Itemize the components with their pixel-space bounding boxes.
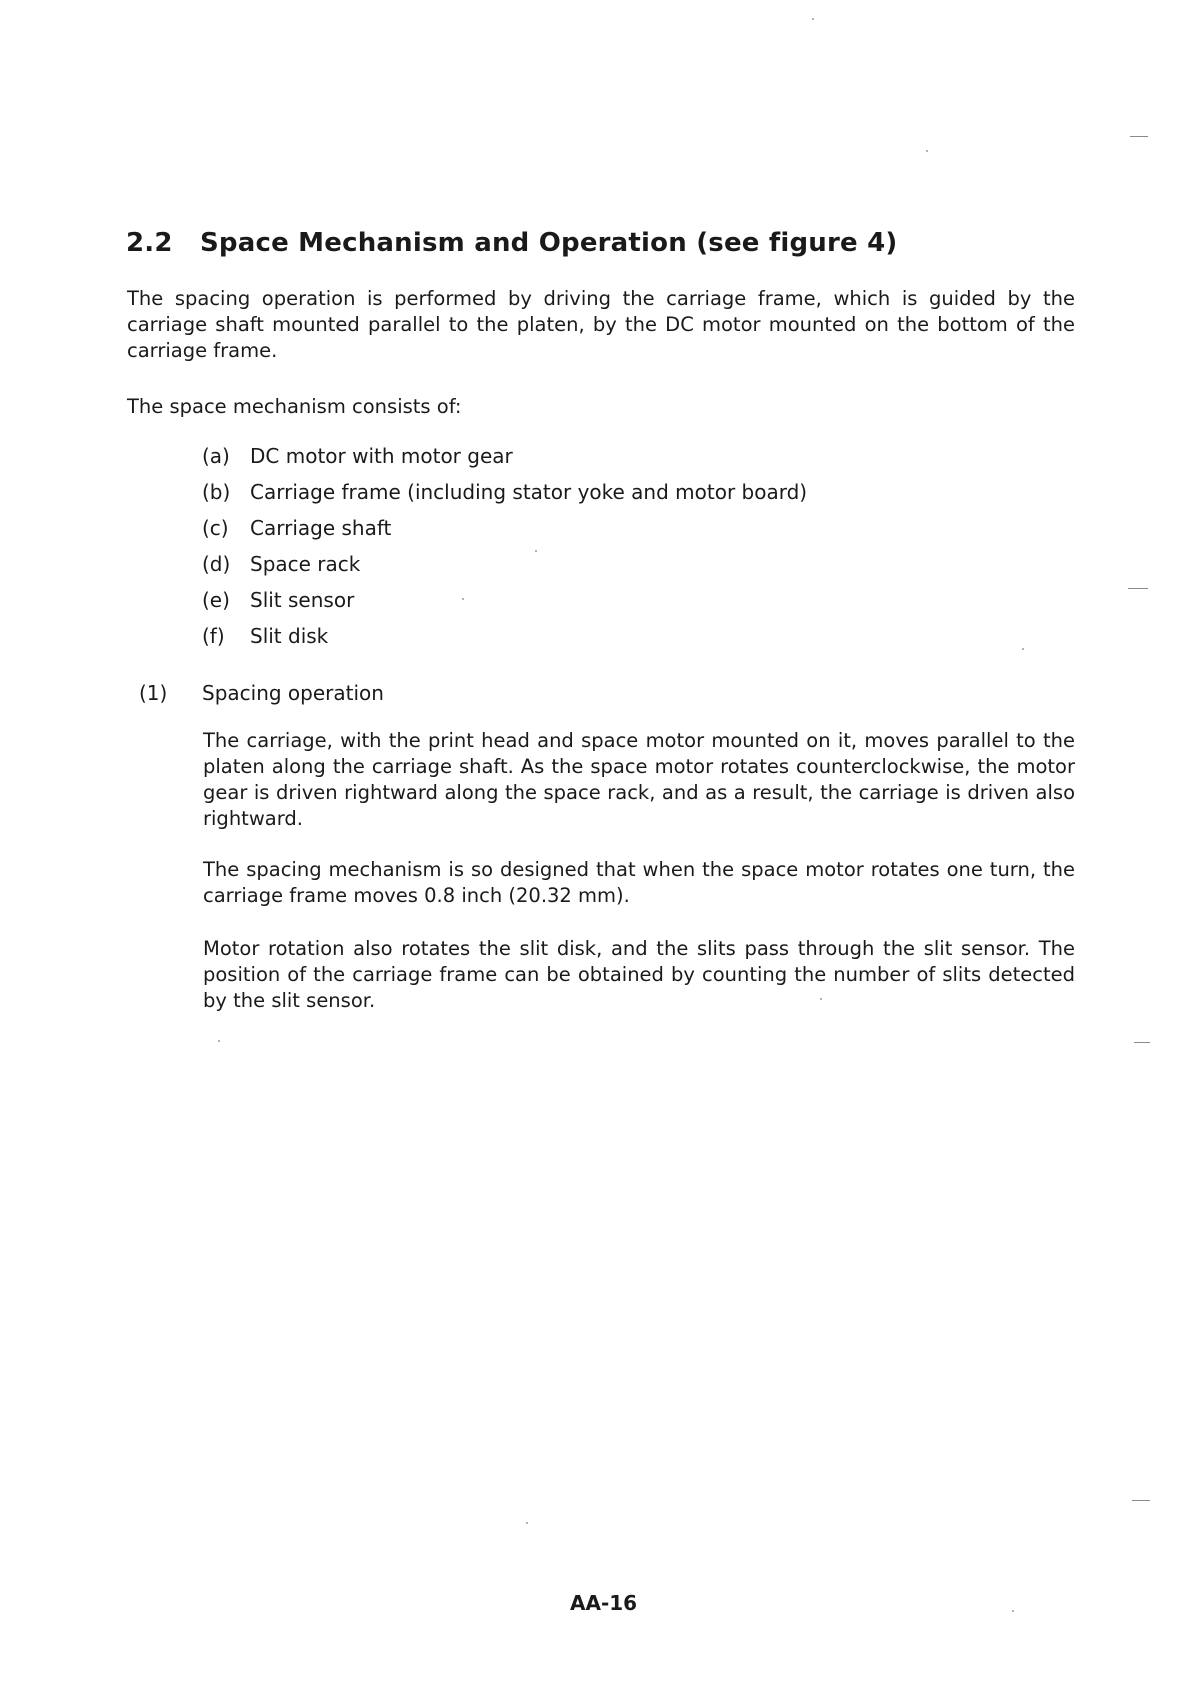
component-list xyxy=(202,444,807,660)
section-number: 2.2 xyxy=(126,228,173,258)
intro-paragraph: The spacing operation is performed by driving the carriage frame, which is guided by the carriage shaft mounted parallel to the platen, by the DC motor mounted on the bottom of the carriage frame. xyxy=(127,287,1075,362)
list-item-marker: (a) xyxy=(202,444,230,468)
list-item xyxy=(202,444,807,480)
list-item-text: Carriage frame (including stator yoke and motor board) xyxy=(250,480,808,504)
body-paragraph: The spacing mechanism is so designed that when the space motor rotates one turn, the carriage frame moves 0.8 inch (20.32 mm). xyxy=(203,858,1075,907)
scan-speck xyxy=(535,550,537,552)
scan-speck xyxy=(926,150,928,152)
page-number: AA-16 xyxy=(570,1591,638,1615)
body-paragraph: The carriage, with the print head and space motor mounted on it, moves parallel to the platen along the carriage shaft. As the space motor rotates counterclockwise, the motor gear is driven rightward along the space rack, and as a result, the carriage is driven also rightward. xyxy=(203,729,1075,830)
scan-speck xyxy=(526,1522,528,1524)
scan-edge-mark xyxy=(1134,1042,1150,1043)
list-item-text: DC motor with motor gear xyxy=(250,444,513,468)
scan-speck xyxy=(820,998,822,1000)
scan-speck xyxy=(462,598,464,600)
list-item-marker: (c) xyxy=(202,516,229,540)
list-item-marker: (f) xyxy=(202,624,225,648)
scan-speck xyxy=(1012,1610,1014,1612)
section-title: Space Mechanism and Operation (see figure 4) xyxy=(200,228,898,258)
list-item xyxy=(202,624,807,660)
list-item-text: Slit disk xyxy=(250,624,329,648)
scan-edge-mark xyxy=(1132,1500,1150,1501)
subsection-marker: (1) xyxy=(139,681,168,705)
scan-speck xyxy=(812,18,814,20)
subsection-title: Spacing operation xyxy=(202,681,384,705)
list-item-text: Carriage shaft xyxy=(250,516,392,540)
list-item xyxy=(202,516,807,552)
list-item-marker: (e) xyxy=(202,588,230,612)
list-item xyxy=(202,552,807,588)
scan-edge-mark xyxy=(1130,136,1148,137)
list-item-text: Space rack xyxy=(250,552,361,576)
scan-speck xyxy=(218,1040,220,1042)
list-item xyxy=(202,480,807,516)
scan-speck xyxy=(1022,648,1024,650)
list-item-text: Slit sensor xyxy=(250,588,355,612)
list-item-marker: (d) xyxy=(202,552,231,576)
subsection-heading xyxy=(139,681,384,705)
list-item xyxy=(202,588,807,624)
section-heading xyxy=(126,228,898,258)
list-item-marker: (b) xyxy=(202,480,231,504)
scan-edge-mark xyxy=(1128,588,1148,589)
list-lead-text: The space mechanism consists of: xyxy=(127,395,462,418)
body-paragraph: Motor rotation also rotates the slit disk, and the slits pass through the slit sensor. The position of the carriage frame can be obtained by counting the number of slits detected by the slit sensor. xyxy=(203,937,1075,1012)
